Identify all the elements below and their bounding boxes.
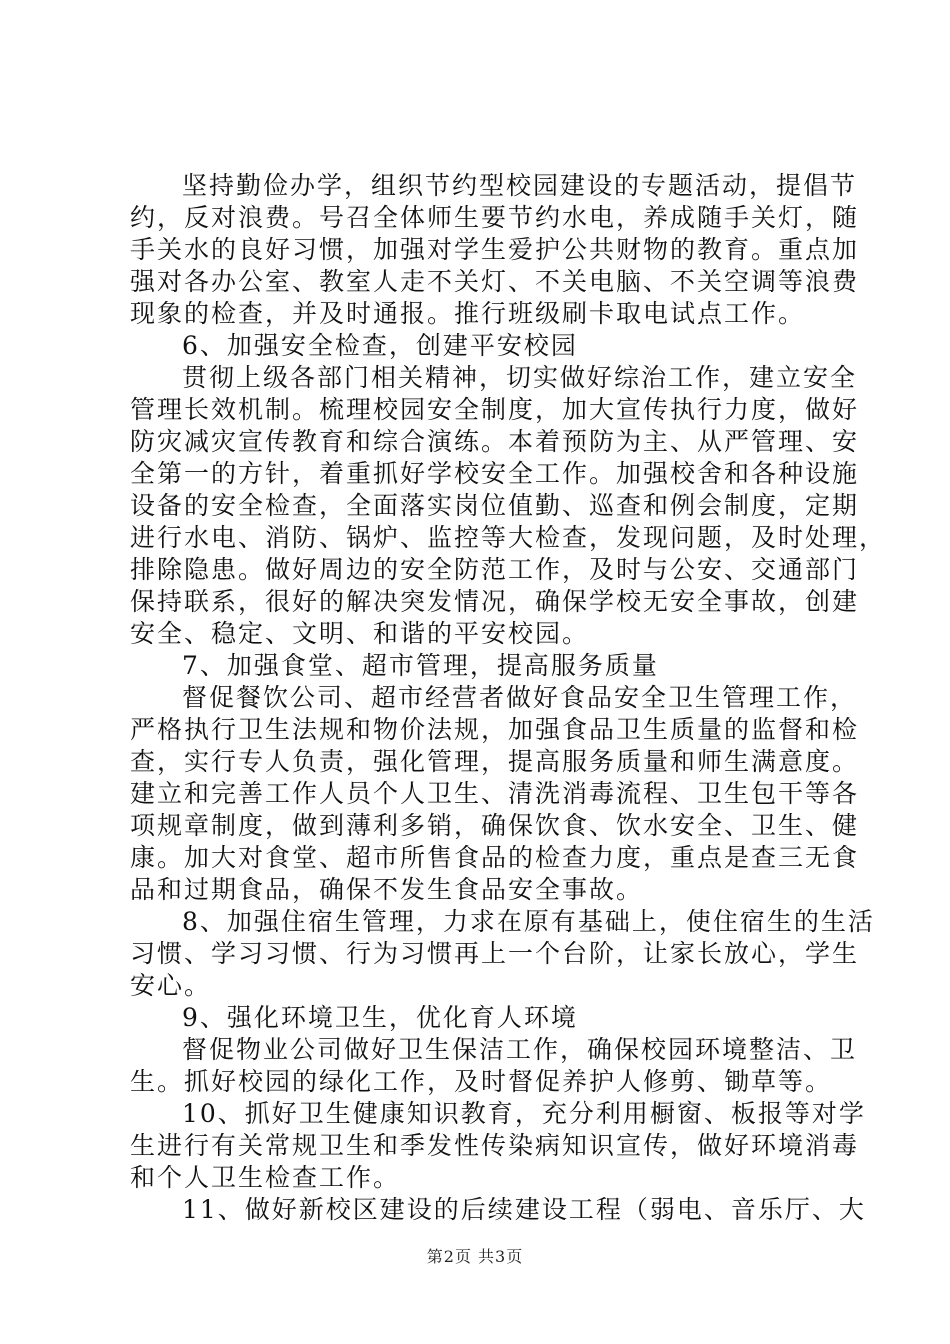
text-line: 设备的安全检查，全面落实岗位值勤、巡查和例会制度，定期 <box>130 491 860 520</box>
text-line: 进行水电、消防、锅炉、监控等大检查，发现问题，及时处理， <box>130 523 887 552</box>
text-line: 建立和完善工作人员个人卫生、清洗消毒流程、卫生包干等各 <box>130 779 860 808</box>
text-line: 查，实行专人负责，强化管理，提高服务质量和师生满意度。 <box>130 747 860 776</box>
paragraph-safety <box>130 362 887 650</box>
text-line: 习惯、学习习惯、行为习惯再上一个台阶，让家长放心，学生 <box>130 939 860 968</box>
text-line: 严格执行卫生法规和物价法规，加强食品卫生质量的监督和检 <box>130 715 860 744</box>
text-line: 生进行有关常规卫生和季发性传染病知识宣传，做好环境消毒 <box>130 1131 860 1160</box>
text-line: 生。抓好校园的绿化工作，及时督促养护人修剪、锄草等。 <box>130 1067 833 1096</box>
text-line: 11、做好新校区建设的后续建设工程（弱电、音乐厅、大 <box>182 1195 866 1224</box>
text-line: 督促餐饮公司、超市经营者做好食品安全卫生管理工作， <box>182 683 858 712</box>
text-line: 坚持勤俭办学，组织节约型校园建设的专题活动，提倡节 <box>182 171 858 200</box>
text-line: 防灾减灾宣传教育和综合演练。本着预防为主、从严管理、安 <box>130 427 860 456</box>
document-body <box>130 170 887 1226</box>
heading-environment-hygiene <box>130 1002 830 1034</box>
text-line: 全第一的方针，着重抓好学校安全工作。加强校舍和各种设施 <box>130 459 860 488</box>
text-line: 管理长效机制。梳理校园安全制度，加大宣传执行力度，做好 <box>130 395 860 424</box>
text-line: 6、加强安全检查，创建平安校园 <box>182 331 578 360</box>
text-line: 安心。 <box>130 971 212 1000</box>
text-line: 8、加强住宿生管理，力求在原有基础上，使住宿生的生活 <box>182 907 875 936</box>
text-line: 保持联系，很好的解决突发情况，确保学校无安全事故，创建 <box>130 587 860 616</box>
text-line: 现象的检查，并及时通报。推行班级刷卡取电试点工作。 <box>130 299 806 328</box>
paragraph-frugal-campus <box>130 170 860 330</box>
text-line: 9、强化环境卫生，优化育人环境 <box>182 1003 578 1032</box>
heading-canteen-management <box>130 650 830 682</box>
paragraph-health-education <box>130 1098 866 1194</box>
paragraph-environment <box>130 1034 858 1098</box>
text-line: 和个人卫生检查工作。 <box>130 1163 401 1192</box>
text-line: 手关水的良好习惯，加强对学生爱护公共财物的教育。重点加 <box>130 235 860 264</box>
page-number: 第2页 共3页 <box>426 1247 524 1266</box>
text-line: 项规章制度，做到薄利多销，确保饮食、饮水安全、卫生、健 <box>130 811 860 840</box>
text-line: 贯彻上级各部门相关精神，切实做好综治工作，建立安全 <box>182 363 858 392</box>
text-line: 康。加大对食堂、超市所售食品的检查力度，重点是查三无食 <box>130 843 860 872</box>
text-line: 督促物业公司做好卫生保洁工作，确保校园环境整洁、卫 <box>182 1035 858 1064</box>
text-line: 安全、稳定、文明、和谐的平安校园。 <box>130 619 590 648</box>
paragraph-canteen <box>130 682 860 906</box>
text-line: 品和过期食品，确保不发生食品安全事故。 <box>130 875 644 904</box>
text-line: 强对各办公室、教室人走不关灯、不关电脑、不关空调等浪费 <box>130 267 860 296</box>
paragraph-new-campus <box>130 1194 866 1226</box>
text-line: 10、抓好卫生健康知识教育，充分利用橱窗、板报等对学 <box>182 1099 866 1128</box>
text-line: 约，反对浪费。号召全体师生要节约水电，养成随手关灯，随 <box>130 203 860 232</box>
text-line: 排除隐患。做好周边的安全防范工作，及时与公安、交通部门 <box>130 555 860 584</box>
text-line: 7、加强食堂、超市管理，提高服务质量 <box>182 651 659 680</box>
paragraph-boarding-students <box>130 906 875 1002</box>
heading-safety-inspection <box>130 330 830 362</box>
